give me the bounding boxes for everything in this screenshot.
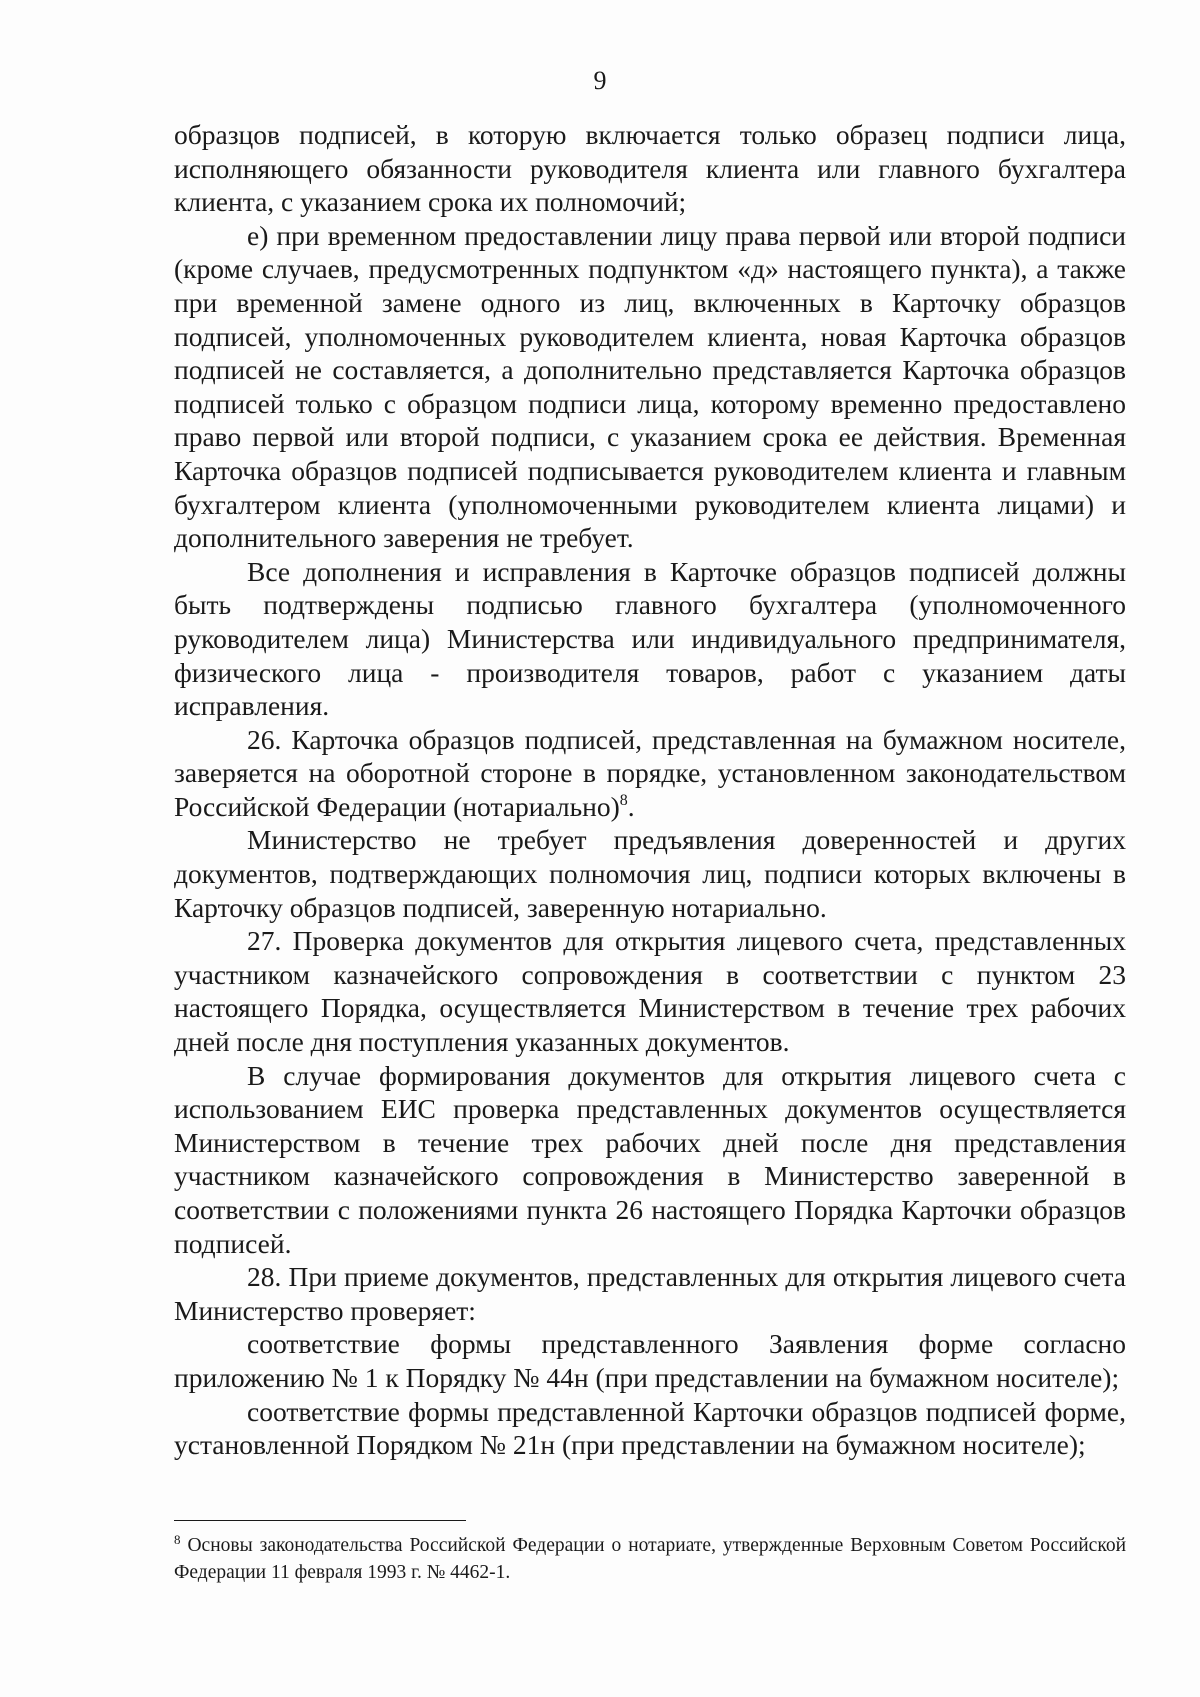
paragraph-item-27: 27. Проверка документов для открытия лицевого счета, представленных участником казначейского сопровождения в соответствии с пунктом 23 настоящего Порядка, осуществляется Министерством в течение трех рабочих дней после дня поступления указанных документов. xyxy=(174,925,1126,1058)
document-body xyxy=(174,118,1126,1462)
paragraph-continuation: образцов подписей, в которую включается только образец подписи лица, исполняющего обязанности руководителя клиента или главного бухгалтера клиента, с указанием срока их полномочий; xyxy=(174,119,1126,218)
page-number: 9 xyxy=(593,66,607,95)
paragraph-amendments: Все дополнения и исправления в Карточке образцов подписей должны быть подтверждены подписью главного бухгалтера (уполномоченного руководителем лица) Министерства или индивидуального предпринимателя, физического лица - производителя товаров, работ с указанием даты исправления. xyxy=(174,555,1126,722)
paragraph-item-28: 28. При приеме документов, представленных для открытия лицевого счета Министерство проверяет: xyxy=(174,1261,1126,1326)
footnote-reference: 8 xyxy=(619,791,628,809)
footnote xyxy=(174,1532,1126,1586)
footnote-separator xyxy=(174,1520,466,1521)
footnote-marker: 8 xyxy=(174,1532,181,1547)
paragraph-check-signature-card-form: соответствие формы представленной Карточки образцов подписей форме, установленной Порядком № 21н (при представлении на бумажном носителе); xyxy=(174,1395,1126,1461)
paragraph-item-26 xyxy=(174,723,1126,824)
footnote-text: Основы законодательства Российской Федерации о нотариате, утвержденные Верховным Советом Российской Федерации 11 февраля 1993 г. № 4462-1. xyxy=(174,1535,1127,1583)
paragraph-subitem-e: е) при временном предоставлении лицу права первой или второй подписи (кроме случаев, предусмотренных подпунктом «д» настоящего пункта), а также при временной замене одного из лиц, включенных в Карточку образцов подписей, уполномоченных руководителем клиента, новая Карточка образцов подписей не составляется, а дополнительно представляется Карточка образцов подписей только с образцом подписи лица, которому временно предоставлено право первой или второй подписи, с указанием срока ее действия. Временная Карточка образцов подписей подписывается руководителем клиента и главным бухгалтером клиента (уполномоченными руководителем клиента лицами) и дополнительного заверения не требует. xyxy=(174,219,1126,554)
paragraph-item-26-tail: . xyxy=(627,790,635,822)
paragraph-eis-check: В случае формирования документов для открытия лицевого счета с использованием ЕИС проверка представленных документов осуществляется Министерством в течение трех рабочих дней после дня представления участником казначейского сопровождения в Министерство заверенной в соответствии с положениями пункта 26 настоящего Порядка Карточки образцов подписей. xyxy=(174,1059,1126,1259)
paragraph-check-application-form: соответствие формы представленного Заявления форме согласно приложению № 1 к Порядку № 44н (при представлении на бумажном носителе); xyxy=(174,1328,1126,1393)
paragraph-ministry-no-power-of-attorney: Министерство не требует предъявления доверенностей и других документов, подтверждающих полномочия лиц, подписи которых включены в Карточку образцов подписей, заверенную нотариально. xyxy=(174,824,1126,923)
paragraph-item-26-text: 26. Карточка образцов подписей, представленная на бумажном носителе, заверяется на оборотной стороне в порядке, установленном законодательством Российской Федерации (нотариально) xyxy=(174,723,1126,822)
